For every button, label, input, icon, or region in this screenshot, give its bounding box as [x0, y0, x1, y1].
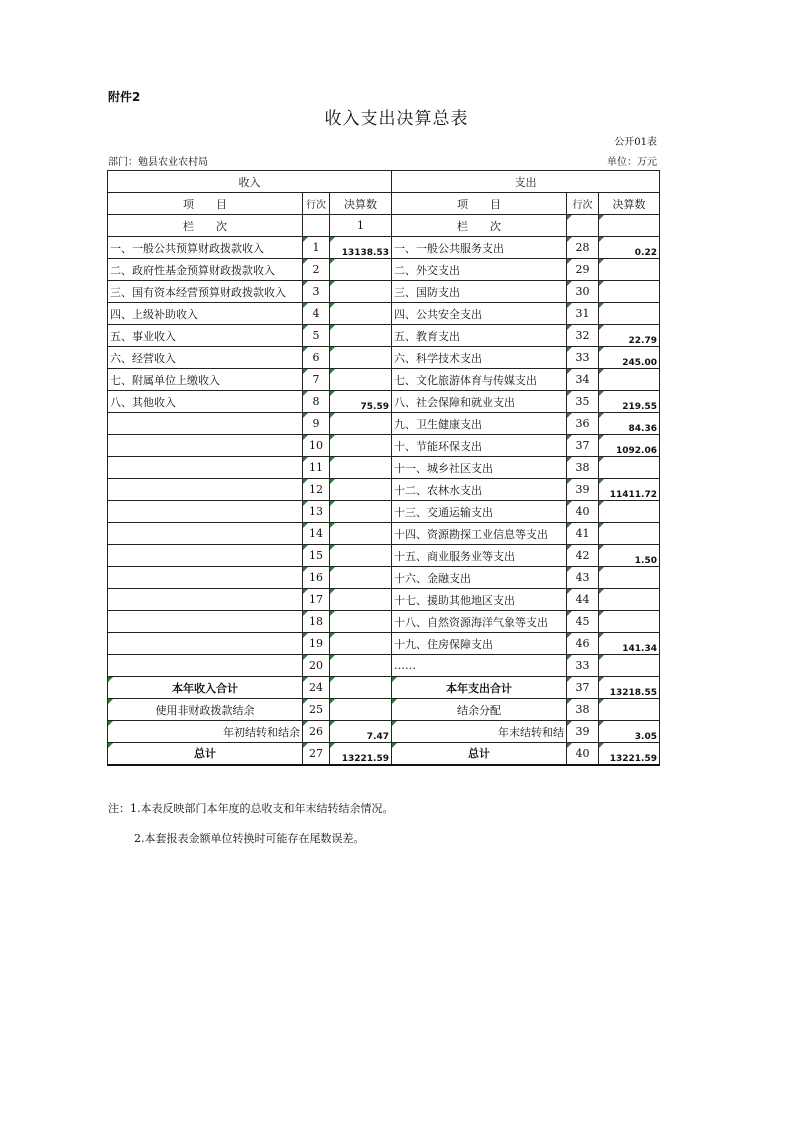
income-amount: [330, 325, 392, 347]
income-item: 七、附属单位上缴收入: [108, 369, 303, 391]
table-row: [108, 325, 660, 347]
table-row: [108, 545, 660, 567]
summary-expense-amount: [599, 699, 660, 721]
income-row-no: 4: [303, 303, 330, 325]
income-amount: [330, 259, 392, 281]
note-2: 2.本套报表金额单位转换时可能存在尾数误差。: [134, 832, 365, 845]
table-row: [108, 633, 660, 655]
table-row: [108, 435, 660, 457]
expense-item: 十一、城乡社区支出: [392, 457, 567, 479]
income-amount: [330, 545, 392, 567]
expense-row-no: 36: [567, 413, 599, 435]
expense-item: ……: [392, 655, 567, 677]
income-amount: [330, 479, 392, 501]
income-amount: [330, 369, 392, 391]
income-row-no: 12: [303, 479, 330, 501]
summary-income-item: 年初结转和结余: [108, 721, 303, 743]
expense-amount: [599, 303, 660, 325]
income-item: [108, 523, 303, 545]
expense-item: 十二、农林水支出: [392, 479, 567, 501]
income-item: [108, 633, 303, 655]
table-row: [108, 413, 660, 435]
expense-amount: 141.34: [599, 633, 660, 655]
expense-amount: 0.22: [599, 237, 660, 259]
expense-item: 十、节能环保支出: [392, 435, 567, 457]
summary-expense-item: 结余分配: [392, 699, 567, 721]
table-row: [108, 237, 660, 259]
income-item: [108, 589, 303, 611]
expense-item: 七、文化旅游体育与传媒支出: [392, 369, 567, 391]
expense-amount: [599, 611, 660, 633]
income-row-no: 7: [303, 369, 330, 391]
expense-item: 十九、住房保障支出: [392, 633, 567, 655]
expense-amount: 1092.06: [599, 435, 660, 457]
form-number: 公开01表: [614, 137, 657, 148]
income-amount: 13138.53: [330, 237, 392, 259]
expense-row-header: 行次: [567, 193, 599, 215]
summary-expense-row-no: 37: [567, 677, 599, 699]
expense-amount: 219.55: [599, 391, 660, 413]
table-row: [108, 259, 660, 281]
column-label-row: [108, 215, 660, 237]
expense-row-no: 29: [567, 259, 599, 281]
income-row-no: 17: [303, 589, 330, 611]
expense-amount: 84.36: [599, 413, 660, 435]
income-row-no: 6: [303, 347, 330, 369]
expense-amount: [599, 457, 660, 479]
summary-row: [108, 721, 660, 743]
table-row: [108, 347, 660, 369]
expense-item: 十四、资源勘探工业信息等支出: [392, 523, 567, 545]
table-row: [108, 589, 660, 611]
income-amount: [330, 347, 392, 369]
summary-expense-row-no: 38: [567, 699, 599, 721]
expense-amount: [599, 523, 660, 545]
expense-row-no: 35: [567, 391, 599, 413]
income-item: 四、上级补助收入: [108, 303, 303, 325]
expense-amount: 22.79: [599, 325, 660, 347]
expense-row-no: 46: [567, 633, 599, 655]
summary-income-item: 本年收入合计: [108, 677, 303, 699]
expense-item: 三、国防支出: [392, 281, 567, 303]
income-row-no: 13: [303, 501, 330, 523]
income-row-no: 14: [303, 523, 330, 545]
income-row-no: 11: [303, 457, 330, 479]
expense-amount: 245.00: [599, 347, 660, 369]
summary-income-item: 使用非财政拨款结余: [108, 699, 303, 721]
expense-row-no: 31: [567, 303, 599, 325]
income-row-no: 2: [303, 259, 330, 281]
table-row: [108, 479, 660, 501]
summary-expense-item: 年末结转和结: [392, 721, 567, 743]
income-item: 五、事业收入: [108, 325, 303, 347]
expense-row-no: 39: [567, 479, 599, 501]
summary-income-item: 总计: [108, 743, 303, 765]
expense-header: 支出: [392, 171, 660, 193]
income-row-no: 1: [303, 237, 330, 259]
expense-amount: [599, 259, 660, 281]
summary-income-row-no: 24: [303, 677, 330, 699]
income-expense-table: [107, 170, 660, 766]
page-title: 收入支出决算总表: [324, 109, 469, 129]
expense-item: 九、卫生健康支出: [392, 413, 567, 435]
income-amount: [330, 281, 392, 303]
income-amount: [330, 655, 392, 677]
summary-income-amount: [330, 677, 392, 699]
expense-amount: [599, 369, 660, 391]
income-row-header: 行次: [303, 193, 330, 215]
table-row: [108, 655, 660, 677]
income-item: [108, 655, 303, 677]
income-header: 收入: [108, 171, 392, 193]
expense-item: 二、外交支出: [392, 259, 567, 281]
income-row-no: 10: [303, 435, 330, 457]
income-item: [108, 435, 303, 457]
income-label-no: 1: [330, 215, 392, 237]
department-label: 部门：勉县农业农村局: [108, 157, 208, 168]
income-item: [108, 567, 303, 589]
income-amount: [330, 303, 392, 325]
income-amount: [330, 567, 392, 589]
expense-item: 十七、援助其他地区支出: [392, 589, 567, 611]
table-row: [108, 369, 660, 391]
summary-expense-amount: 3.05: [599, 721, 660, 743]
summary-row: [108, 677, 660, 699]
table-row: [108, 303, 660, 325]
income-amount-header: 决算数: [330, 193, 392, 215]
expense-row-no: 33: [567, 347, 599, 369]
expense-row-no: 44: [567, 589, 599, 611]
income-row-no: 18: [303, 611, 330, 633]
expense-row-no: 30: [567, 281, 599, 303]
expense-amount: [599, 567, 660, 589]
summary-income-amount: [330, 699, 392, 721]
expense-row-no: 28: [567, 237, 599, 259]
income-row-no: 9: [303, 413, 330, 435]
income-item-header: 项 目: [108, 193, 303, 215]
summary-income-amount: 7.47: [330, 721, 392, 743]
table-row: [108, 523, 660, 545]
expense-amount: [599, 281, 660, 303]
expense-item: 十八、自然资源海洋气象等支出: [392, 611, 567, 633]
income-item: [108, 457, 303, 479]
expense-row-no: 37: [567, 435, 599, 457]
expense-label-row-cell: [567, 215, 599, 237]
income-row-no: 15: [303, 545, 330, 567]
income-row-no: 20: [303, 655, 330, 677]
expense-row-no: 40: [567, 501, 599, 523]
attachment-label: 附件2: [108, 90, 141, 104]
income-item: [108, 501, 303, 523]
income-amount: [330, 457, 392, 479]
income-amount: [330, 633, 392, 655]
expense-row-no: 43: [567, 567, 599, 589]
table-row: [108, 457, 660, 479]
expense-item: 十三、交通运输支出: [392, 501, 567, 523]
table-row: [108, 501, 660, 523]
income-row-no: 19: [303, 633, 330, 655]
expense-item: 一、一般公共服务支出: [392, 237, 567, 259]
expense-amount: 1.50: [599, 545, 660, 567]
table-row: [108, 281, 660, 303]
expense-row-no: 42: [567, 545, 599, 567]
expense-item: 八、社会保障和就业支出: [392, 391, 567, 413]
summary-expense-amount: 13221.59: [599, 743, 660, 765]
summary-expense-item: 本年支出合计: [392, 677, 567, 699]
expense-amount: [599, 655, 660, 677]
expense-item-header: 项 目: [392, 193, 567, 215]
summary-income-row-no: 25: [303, 699, 330, 721]
income-amount: 75.59: [330, 391, 392, 413]
summary-expense-row-no: 39: [567, 721, 599, 743]
income-item: [108, 545, 303, 567]
income-item: 二、政府性基金预算财政拨款收入: [108, 259, 303, 281]
income-row-no: 5: [303, 325, 330, 347]
income-label-cell: 栏 次: [108, 215, 303, 237]
expense-row-no: 33: [567, 655, 599, 677]
income-item: 六、经营收入: [108, 347, 303, 369]
expense-row-no: 45: [567, 611, 599, 633]
income-row-no: 16: [303, 567, 330, 589]
table-row: [108, 611, 660, 633]
expense-row-no: 38: [567, 457, 599, 479]
summary-income-row-no: 27: [303, 743, 330, 765]
unit-label: 单位：万元: [607, 157, 657, 168]
income-row-no: 8: [303, 391, 330, 413]
expense-item: 六、科学技术支出: [392, 347, 567, 369]
summary-expense-row-no: 40: [567, 743, 599, 765]
income-item: 八、其他收入: [108, 391, 303, 413]
summary-row: [108, 743, 660, 765]
expense-item: 十五、商业服务业等支出: [392, 545, 567, 567]
income-item: 三、国有资本经营预算财政拨款收入: [108, 281, 303, 303]
expense-item: 十六、金融支出: [392, 567, 567, 589]
expense-label-amount-cell: [599, 215, 660, 237]
expense-item: 五、教育支出: [392, 325, 567, 347]
income-amount: [330, 413, 392, 435]
income-label-row-cell: [303, 215, 330, 237]
income-amount: [330, 501, 392, 523]
expense-amount-header: 决算数: [599, 193, 660, 215]
income-amount: [330, 589, 392, 611]
summary-income-amount: 13221.59: [330, 743, 392, 765]
income-amount: [330, 435, 392, 457]
income-item: [108, 611, 303, 633]
expense-row-no: 32: [567, 325, 599, 347]
section-header-row: [108, 171, 660, 193]
expense-amount: [599, 501, 660, 523]
summary-expense-amount: 13218.55: [599, 677, 660, 699]
income-item: [108, 479, 303, 501]
table-row: [108, 567, 660, 589]
income-amount: [330, 611, 392, 633]
expense-item: 四、公共安全支出: [392, 303, 567, 325]
summary-row: [108, 699, 660, 721]
summary-income-row-no: 26: [303, 721, 330, 743]
summary-expense-item: 总计: [392, 743, 567, 765]
income-amount: [330, 523, 392, 545]
column-header-row: [108, 193, 660, 215]
expense-amount: [599, 589, 660, 611]
expense-row-no: 41: [567, 523, 599, 545]
table-row: [108, 391, 660, 413]
income-item: [108, 413, 303, 435]
expense-row-no: 34: [567, 369, 599, 391]
expense-label-cell: 栏 次: [392, 215, 567, 237]
note-1: 注：1.本表反映部门本年度的总收支和年末结转结余情况。: [108, 802, 394, 815]
income-row-no: 3: [303, 281, 330, 303]
expense-amount: 11411.72: [599, 479, 660, 501]
income-item: 一、一般公共预算财政拨款收入: [108, 237, 303, 259]
